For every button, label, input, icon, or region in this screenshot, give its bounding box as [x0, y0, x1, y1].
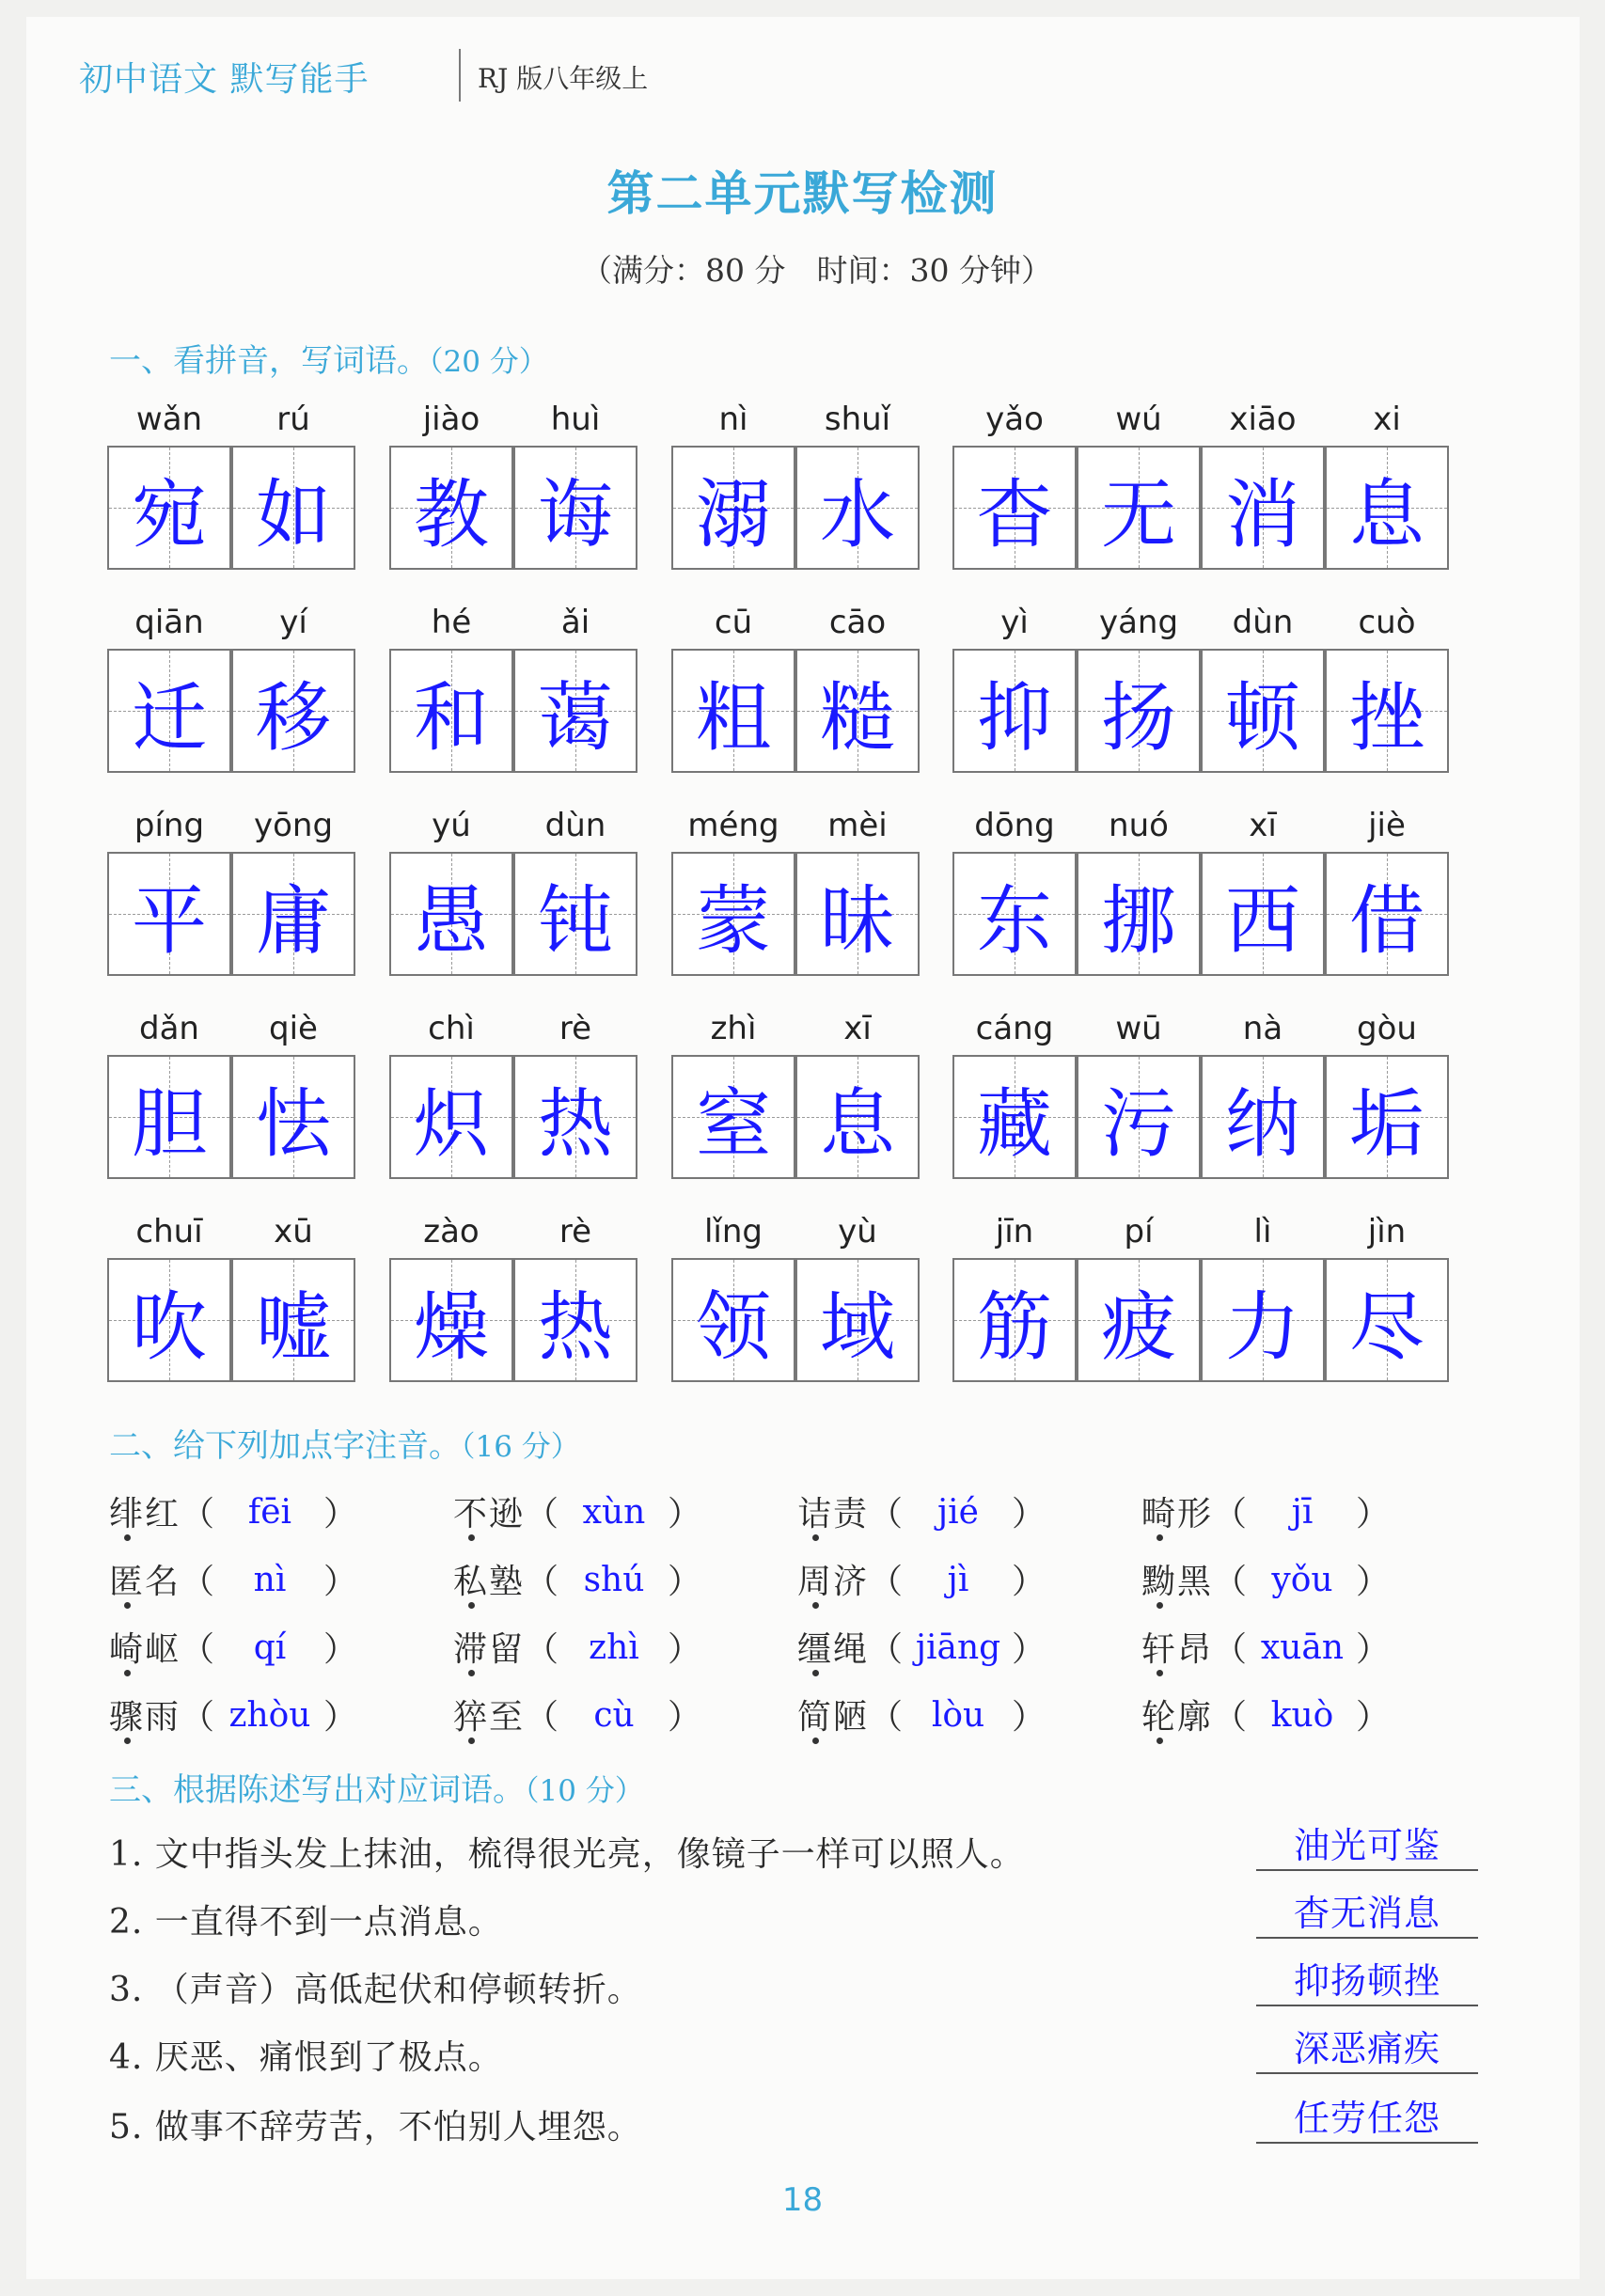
pinyin-label: yú	[432, 807, 471, 844]
page-number: 18	[781, 2181, 824, 2219]
answer-field[interactable]: 任劳任怨	[1293, 2098, 1440, 2139]
handwritten-character: 胆	[132, 1079, 207, 1168]
section2-title: 二、给下列加点字注音。	[109, 1427, 461, 1465]
writing-cell[interactable]	[952, 649, 1077, 773]
writing-cell[interactable]	[389, 649, 513, 773]
pinyin-answer[interactable]: cù	[593, 1696, 635, 1735]
pinyin-label: nà	[1242, 1010, 1283, 1047]
handwritten-character: 水	[820, 470, 895, 558]
pronunciation-item	[797, 1691, 1046, 1738]
handwritten-character: 昧	[820, 876, 895, 965]
writing-cell[interactable]	[231, 1055, 355, 1179]
pinyin-label: wú	[1115, 401, 1162, 438]
handwritten-character: 疲	[1101, 1282, 1176, 1371]
closing-paren: ）	[323, 1630, 358, 1669]
pinyin-label: cáng	[975, 1010, 1054, 1047]
answer-underline	[1256, 2142, 1478, 2144]
pinyin-label: xi	[1373, 401, 1401, 438]
pinyin-label: cuò	[1358, 604, 1416, 641]
writing-cell[interactable]	[1077, 446, 1201, 570]
handwritten-character: 筋	[977, 1282, 1052, 1371]
writing-cell[interactable]	[1325, 852, 1449, 976]
dotted-word: 私塾（	[453, 1563, 561, 1601]
emphasis-dot	[468, 1602, 475, 1609]
handwritten-character: 溺	[696, 470, 771, 558]
pinyin-answer[interactable]: jiāng	[915, 1628, 1001, 1667]
pronunciation-item	[453, 1487, 702, 1535]
section1-score: （20 分）	[429, 345, 548, 379]
writing-cell[interactable]	[1201, 1258, 1325, 1382]
closing-paren: ）	[668, 1563, 702, 1601]
definition-text: 5. 做事不辞劳苦，不怕别人埋怨。	[109, 2108, 642, 2147]
pinyin-label: méng	[687, 807, 779, 844]
pinyin-label: jìn	[1367, 1213, 1407, 1250]
writing-cell[interactable]	[231, 1258, 355, 1382]
dotted-word: 不逊（	[453, 1495, 561, 1533]
answer-underline	[1256, 2005, 1478, 2006]
emphasis-dot	[812, 1670, 819, 1676]
pronunciation-item	[1141, 1623, 1391, 1671]
pinyin-answer[interactable]: nì	[253, 1561, 287, 1599]
writing-cell[interactable]	[671, 446, 795, 570]
answer-field[interactable]: 深恶痛疾	[1293, 2028, 1440, 2069]
section2-heading	[109, 1420, 580, 1466]
writing-cell[interactable]	[952, 852, 1077, 976]
handwritten-character: 借	[1349, 876, 1424, 965]
dotted-word: 轮廓（	[1141, 1698, 1250, 1737]
writing-cell[interactable]	[671, 649, 795, 773]
writing-cell[interactable]	[513, 446, 637, 570]
handwritten-character: 藏	[977, 1079, 1052, 1168]
pinyin-label: yì	[1000, 604, 1029, 641]
pinyin-answer[interactable]: jī	[1291, 1493, 1314, 1532]
dotted-word: 黝黑（	[1141, 1563, 1250, 1601]
handwritten-character: 无	[1101, 470, 1176, 558]
emphasis-dot	[812, 1602, 819, 1609]
dotted-word: 诘责（	[797, 1495, 905, 1533]
pronunciation-item	[109, 1487, 358, 1535]
dotted-word: 猝至（	[453, 1698, 561, 1737]
answer-field[interactable]: 抑扬顿挫	[1293, 1960, 1440, 2002]
pronunciation-item	[109, 1691, 358, 1738]
pinyin-label: huì	[550, 401, 601, 438]
pinyin-label: xū	[274, 1213, 313, 1250]
pinyin-label: shuǐ	[824, 401, 891, 438]
pronunciation-item	[109, 1555, 358, 1603]
writing-cell[interactable]	[1201, 446, 1325, 570]
pinyin-label: jiè	[1368, 807, 1406, 844]
pinyin-label: xī	[843, 1010, 872, 1047]
pinyin-answer[interactable]: zhòu	[228, 1696, 311, 1735]
emphasis-dot	[124, 1670, 131, 1676]
dotted-word: 骤雨（	[109, 1698, 217, 1737]
pinyin-label: jiào	[422, 401, 480, 438]
pinyin-label: yáng	[1098, 604, 1179, 641]
closing-paren: ）	[668, 1630, 702, 1669]
closing-paren: ）	[323, 1698, 358, 1737]
pinyin-label: cū	[714, 604, 753, 641]
dotted-word: 简陋（	[797, 1698, 905, 1737]
emphasis-dot	[812, 1534, 819, 1541]
closing-paren: ）	[1356, 1630, 1391, 1669]
closing-paren: ）	[1012, 1698, 1046, 1737]
section1-heading	[109, 335, 548, 381]
handwritten-character: 燥	[414, 1282, 489, 1371]
handwritten-character: 炽	[414, 1079, 489, 1168]
pinyin-answer[interactable]: qí	[253, 1628, 287, 1667]
writing-cell[interactable]	[1325, 649, 1449, 773]
emphasis-dot	[468, 1534, 475, 1541]
pinyin-label: xī	[1249, 807, 1277, 844]
handwritten-character: 诲	[538, 470, 613, 558]
handwritten-character: 热	[538, 1079, 613, 1168]
pinyin-label: zhì	[710, 1010, 757, 1047]
writing-cell[interactable]	[952, 1258, 1077, 1382]
handwritten-character: 息	[1349, 470, 1424, 558]
pinyin-label: rè	[559, 1010, 592, 1047]
pinyin-label: hé	[431, 604, 472, 641]
pinyin-label: lǐng	[703, 1213, 763, 1250]
pinyin-label: lì	[1253, 1213, 1272, 1250]
page-title: 第二单元默写检测	[606, 165, 999, 221]
emphasis-dot	[124, 1534, 131, 1541]
pinyin-answer[interactable]: jì	[947, 1561, 969, 1599]
pinyin-label: dùn	[544, 807, 606, 844]
handwritten-character: 迁	[132, 673, 207, 762]
handwritten-character: 宛	[132, 470, 207, 558]
pinyin-label: dōng	[974, 807, 1055, 844]
writing-cell[interactable]	[795, 1258, 920, 1382]
pinyin-label: píng	[134, 807, 205, 844]
handwritten-character: 蒙	[696, 876, 771, 965]
pronunciation-item	[453, 1623, 702, 1671]
answer-field[interactable]: 油光可鉴	[1293, 1825, 1440, 1866]
pinyin-label: yí	[279, 604, 307, 641]
pinyin-answer[interactable]: kuò	[1270, 1696, 1334, 1735]
writing-cell[interactable]	[952, 1055, 1077, 1179]
pinyin-label: pí	[1124, 1213, 1154, 1250]
dotted-word: 缰绳（	[797, 1630, 905, 1669]
writing-cell[interactable]	[231, 446, 355, 570]
definition-text: 3. （声音）高低起伏和停顿转折。	[109, 1971, 642, 2009]
pronunciation-item	[1141, 1487, 1391, 1535]
writing-cell[interactable]	[389, 852, 513, 976]
pinyin-answer[interactable]: xùn	[582, 1493, 646, 1532]
handwritten-character: 顿	[1225, 673, 1300, 762]
closing-paren: ）	[1012, 1495, 1046, 1533]
writing-cell[interactable]	[1077, 852, 1201, 976]
pinyin-label: qiè	[269, 1010, 318, 1047]
closing-paren: ）	[1356, 1563, 1391, 1601]
answer-underline	[1256, 1937, 1478, 1939]
writing-cell[interactable]	[795, 852, 920, 976]
handwritten-character: 领	[696, 1282, 771, 1371]
writing-cell[interactable]	[1325, 1055, 1449, 1179]
writing-cell[interactable]	[1077, 1258, 1201, 1382]
closing-paren: ）	[668, 1495, 702, 1533]
writing-cell[interactable]	[795, 446, 920, 570]
dotted-word: 绯红（	[109, 1495, 217, 1533]
dotted-word: 轩昂（	[1141, 1630, 1250, 1669]
handwritten-character: 如	[256, 470, 331, 558]
closing-paren: ）	[1356, 1495, 1391, 1533]
emphasis-dot	[1157, 1738, 1163, 1744]
pinyin-label: jīn	[995, 1213, 1034, 1250]
emphasis-dot	[124, 1602, 131, 1609]
closing-paren: ）	[1012, 1563, 1046, 1601]
handwritten-character: 杳	[977, 470, 1052, 558]
writing-cell[interactable]	[231, 649, 355, 773]
writing-cell[interactable]	[1201, 649, 1325, 773]
handwritten-character: 嘘	[256, 1282, 331, 1371]
writing-cell[interactable]	[671, 1055, 795, 1179]
handwritten-character: 尽	[1349, 1282, 1424, 1371]
header-divider	[459, 49, 461, 102]
handwritten-character: 挫	[1349, 673, 1424, 762]
writing-cell[interactable]	[671, 852, 795, 976]
pinyin-label: yōng	[253, 807, 334, 844]
handwritten-character: 消	[1225, 470, 1300, 558]
pinyin-label: nuó	[1109, 807, 1169, 844]
section3-title: 三、根据陈述写出对应词语。	[109, 1771, 525, 1809]
pinyin-answer[interactable]: fēi	[247, 1493, 292, 1532]
pronunciation-item	[1141, 1691, 1391, 1738]
writing-cell[interactable]	[1077, 649, 1201, 773]
pinyin-label: mèi	[827, 807, 888, 844]
writing-cell[interactable]	[231, 852, 355, 976]
pinyin-label: wū	[1115, 1010, 1162, 1047]
handwritten-character: 平	[132, 876, 207, 965]
handwritten-character: 愚	[414, 876, 489, 965]
emphasis-dot	[812, 1738, 819, 1744]
closing-paren: ）	[668, 1698, 702, 1737]
pronunciation-item	[453, 1555, 702, 1603]
emphasis-dot	[1157, 1534, 1163, 1541]
pinyin-answer[interactable]: zhì	[589, 1628, 639, 1667]
writing-cell[interactable]	[389, 446, 513, 570]
writing-cell[interactable]	[107, 446, 231, 570]
handwritten-character: 和	[414, 673, 489, 762]
pinyin-label: gòu	[1357, 1010, 1417, 1047]
emphasis-dot	[124, 1738, 131, 1744]
handwritten-character: 移	[256, 673, 331, 762]
closing-paren: ）	[323, 1563, 358, 1601]
handwritten-character: 垢	[1349, 1079, 1424, 1168]
emphasis-dot	[468, 1670, 475, 1676]
pinyin-label: dǎn	[139, 1010, 199, 1047]
writing-cell[interactable]	[513, 1055, 637, 1179]
pinyin-answer[interactable]: lòu	[931, 1696, 985, 1735]
answer-underline	[1256, 2072, 1478, 2074]
writing-cell[interactable]	[513, 852, 637, 976]
pinyin-label: ǎi	[560, 604, 590, 641]
emphasis-dot	[1157, 1670, 1163, 1676]
pinyin-label: cāo	[828, 604, 887, 641]
score-time-info: （满分：80 分 时间：30 分钟）	[581, 252, 1052, 289]
pinyin-label: chuī	[135, 1213, 203, 1250]
pronunciation-item	[797, 1487, 1046, 1535]
pronunciation-item	[1141, 1555, 1391, 1603]
handwritten-character: 窒	[696, 1079, 771, 1168]
pinyin-label: yǎo	[985, 401, 1044, 438]
pinyin-answer[interactable]: xuān	[1260, 1628, 1345, 1667]
writing-cell[interactable]	[1325, 1258, 1449, 1382]
dotted-word: 崎岖（	[109, 1630, 217, 1669]
dotted-word: 滞留（	[453, 1630, 561, 1669]
handwritten-character: 扬	[1101, 673, 1176, 762]
pronunciation-item	[109, 1623, 358, 1671]
handwritten-character: 糙	[820, 673, 895, 762]
dotted-word: 匿名（	[109, 1563, 217, 1601]
closing-paren: ）	[1012, 1630, 1046, 1669]
writing-cell[interactable]	[671, 1258, 795, 1382]
edition-label: RJ 版八年级上	[478, 63, 649, 94]
pinyin-label: rè	[559, 1213, 592, 1250]
writing-cell[interactable]	[107, 649, 231, 773]
handwritten-character: 怯	[256, 1079, 331, 1168]
pinyin-label: dùn	[1232, 604, 1294, 641]
pinyin-label: qiān	[134, 604, 204, 641]
pinyin-label: nì	[718, 401, 748, 438]
writing-cell[interactable]	[1201, 1055, 1325, 1179]
handwritten-character: 域	[820, 1282, 895, 1371]
writing-cell[interactable]	[513, 649, 637, 773]
closing-paren: ）	[1356, 1698, 1391, 1737]
writing-cell[interactable]	[513, 1258, 637, 1382]
definition-text: 4. 厌恶、痛恨到了极点。	[109, 2038, 503, 2077]
emphasis-dot	[1157, 1602, 1163, 1609]
writing-cell[interactable]	[795, 1055, 920, 1179]
pinyin-answer[interactable]: yǒu	[1271, 1561, 1333, 1599]
pinyin-label: rú	[276, 401, 310, 438]
pinyin-label: zào	[423, 1213, 480, 1250]
handwritten-character: 钝	[538, 876, 613, 965]
pronunciation-item	[453, 1691, 702, 1738]
pinyin-answer[interactable]: shú	[583, 1561, 645, 1599]
pronunciation-item	[797, 1555, 1046, 1603]
handwritten-character: 纳	[1225, 1079, 1300, 1168]
series-title: 初中语文 默写能手	[79, 60, 370, 99]
handwritten-character: 教	[414, 470, 489, 558]
handwritten-character: 蔼	[538, 673, 613, 762]
definition-text: 2. 一直得不到一点消息。	[109, 1903, 503, 1942]
handwritten-character: 挪	[1101, 876, 1176, 965]
pinyin-answer[interactable]: jié	[937, 1493, 979, 1532]
writing-cell[interactable]	[107, 1258, 231, 1382]
pinyin-label: xiāo	[1229, 401, 1297, 438]
writing-cell[interactable]	[795, 649, 920, 773]
closing-paren: ）	[323, 1495, 358, 1533]
writing-cell[interactable]	[1201, 852, 1325, 976]
definition-text: 1. 文中指头发上抹油，梳得很光亮，像镜子一样可以照人。	[109, 1835, 1025, 1874]
section1-title: 一、看拼音，写词语。	[109, 342, 429, 380]
handwritten-character: 抑	[977, 673, 1052, 762]
handwritten-character: 息	[820, 1079, 895, 1168]
pinyin-label: wǎn	[135, 401, 203, 438]
pronunciation-item	[797, 1623, 1046, 1671]
section3-heading	[109, 1764, 644, 1810]
handwritten-character: 西	[1225, 876, 1300, 965]
section2-score: （16 分）	[461, 1430, 580, 1464]
writing-cell[interactable]	[952, 446, 1077, 570]
handwritten-character: 东	[977, 876, 1052, 965]
writing-cell[interactable]	[389, 1055, 513, 1179]
writing-cell[interactable]	[389, 1258, 513, 1382]
handwritten-character: 热	[538, 1282, 613, 1371]
handwritten-character: 力	[1225, 1282, 1300, 1371]
handwritten-character: 庸	[256, 876, 331, 965]
section3-score: （10 分）	[525, 1774, 644, 1808]
writing-cell[interactable]	[107, 852, 231, 976]
handwritten-character: 粗	[696, 673, 771, 762]
answer-underline	[1256, 1869, 1478, 1871]
handwritten-character: 吹	[132, 1282, 207, 1371]
pinyin-label: yù	[838, 1213, 877, 1250]
pinyin-label: chì	[428, 1010, 475, 1047]
answer-field[interactable]: 杳无消息	[1293, 1893, 1440, 1934]
writing-cell[interactable]	[1325, 446, 1449, 570]
writing-cell[interactable]	[107, 1055, 231, 1179]
dotted-word: 周济（	[797, 1563, 905, 1601]
writing-cell[interactable]	[1077, 1055, 1201, 1179]
emphasis-dot	[468, 1738, 475, 1744]
handwritten-character: 污	[1101, 1079, 1176, 1168]
dotted-word: 畸形（	[1141, 1495, 1250, 1533]
